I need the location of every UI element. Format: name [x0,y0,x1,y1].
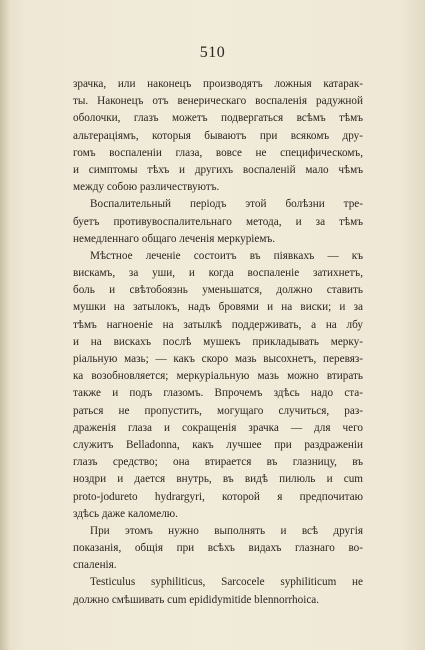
text-line: оболочки, глазъ можетъ подвергаться всѣмъ тѣмъ [73,112,363,125]
body-text [73,76,363,609]
text-line: ка возобновляется; меркуріальную мазь можно втирать [73,370,363,383]
text-line: немедленнаго общаго леченія меркуріемъ. [73,232,276,245]
paragraph [73,574,363,608]
text-line: и на вискахъ послѣ мушекъ прикладывать мерку- [73,335,363,348]
paragraph [73,523,363,575]
text-line: показанія, общія при всѣхъ видахъ глазнаго во- [73,542,363,555]
text-line: мушки на затылокъ, надъ бровями и на виски; и за [73,301,363,314]
text-line: драженія глаза и сокращенія зрачка — для чего [73,421,363,434]
text-line: альтераціямъ, которыя бываютъ при всякомъ дру- [73,129,363,142]
text-line: ты. Наконецъ отъ венерическаго воспаленія радужной [73,95,363,108]
text-line: proto-joduretо hydrargyri, которой я предпочитаю [73,490,363,503]
text-line: ріальную мазь; — какъ скоро мазь высохнетъ, перевяз- [73,353,363,365]
text-line: и симптомы тѣхъ и другихъ воспаленій мало чѣмъ [73,163,363,176]
text-line: При этомъ нужно выполнять и всѣ другія [90,524,363,537]
text-line: также и подъ глазомъ. Впрочемъ здѣсь надо ста- [73,387,363,400]
text-line: здѣсь даже каломелю. [73,507,178,520]
text-line: зрачка, или наконецъ производятъ ложныя катарак- [73,78,363,90]
text-line: между собою различествуютъ. [73,181,220,194]
text-line: Testiculus syphiliticus, Sarcocele syphiliticum не [90,576,363,589]
text-line: Мѣстное леченіе состоитъ въ піявкахъ — къ [90,249,363,262]
paragraph [73,196,363,248]
text-line: служитъ Belladonna, какъ лучшее при раздраженіи [73,438,363,451]
binding-shadow [0,0,10,650]
text-line: глазъ средство; она втирается въ глазницу, въ [73,456,363,469]
text-line: должно смѣшивать cum epididymitide blennorrhoica. [73,593,320,606]
text-line: вискамъ, за уши, и когда воспаленіе затихнетъ, [73,267,363,280]
text-line: тѣмъ нагноеніе на затылкѣ поддерживать, а на лбу [73,318,363,331]
text-line: Воспалительный періодъ этой болѣзни тре- [90,198,363,211]
page-number: 510 [199,44,226,61]
paragraph [73,76,363,196]
text-line: ноздри и дается внутрь, въ видѣ пилюль и cum [73,473,363,486]
text-line: спаленія. [73,559,117,572]
text-line: боль и свѣтобоязнь уменьшатся, должно ставить [73,284,363,297]
text-line: буетъ противувоспалительнаго метода, и за тѣмъ [73,215,363,228]
text-line: гомъ воспаленіи глаза, вовсе не специфическомъ, [73,146,363,159]
text-line: раться не пропустить, могущаго случиться, раз- [73,404,363,417]
paragraph [73,248,363,523]
